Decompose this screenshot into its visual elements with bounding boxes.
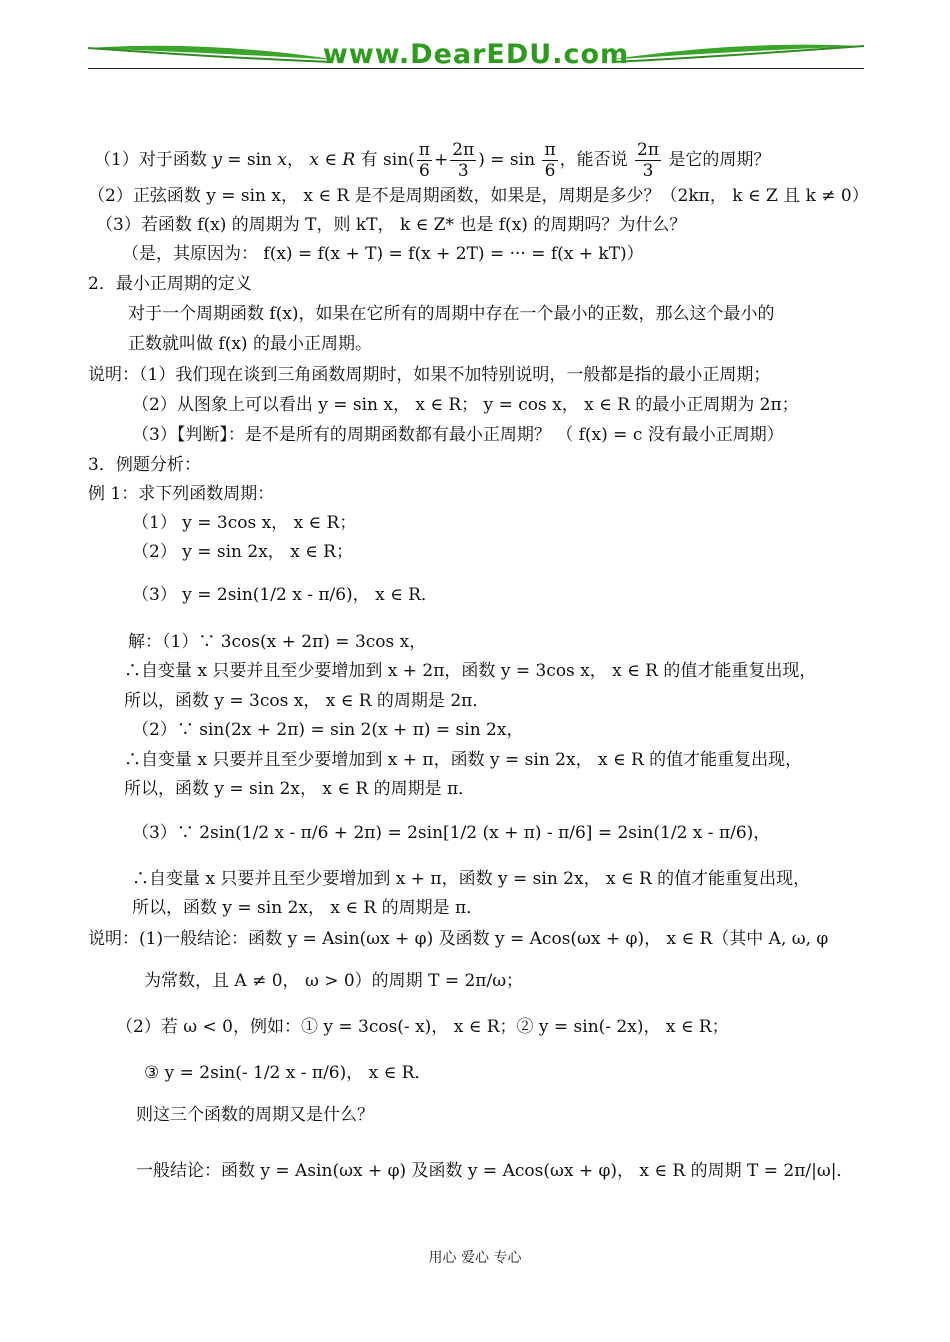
solution-1-reason: ∴自变量 x 只要并且至少要增加到 x + 2π，函数 y = 3cos x， x ∈ R 的值才能重复出现， <box>124 661 817 681</box>
text-line-3: （3）若函数 f(x) 的周期为 T，则 kT， k ∈ Z* 也是 f(x) 的周期吗？为什么？ <box>96 215 687 235</box>
page-footer: 用心 爱心 专心 <box>428 1250 522 1266</box>
text-line-9: （2）从图象上可以看出 y = sin x， x ∈ R； y = cos x， x ∈ R 的最小正周期为 2π； <box>132 395 799 415</box>
solution-1: 解：（1）∵ 3cos(x + 2π) = 3cos x， <box>128 632 427 652</box>
text-line-2: （2）正弦函数 y = sin x， x ∈ R 是不是周期函数，如果是，周期是多少？（2kπ， k ∈ Z 且 k ≠ 0） <box>88 186 869 206</box>
note-example-3: ③ y = 2sin(- 1/2 x - π/6)， x ∈ R． <box>144 1063 432 1083</box>
note-general-1: 说明：(1)一般结论：函数 y = Asin(ωx + φ) 及函数 y = Acos(ωx + φ)， x ∈ R（其中 A, ω, φ <box>88 929 829 949</box>
example-1-item-2: （2） y = sin 2x， x ∈ R； <box>132 542 353 562</box>
q1-prefix: （1）对于函数 y = sin x， x ∈ R 有 sin( $\frac{\pi}{6}$ + $\frac{2\pi}{3}$ ) = sin $\frac{\pi}{6}$ ，能否说 $\frac{2\pi}{3}$ 是它的周期？ <box>94 140 771 181</box>
section-heading-3: 3．例题分析： <box>88 455 201 475</box>
text-line-1 <box>94 140 770 181</box>
section-heading-2: 2．最小正周期的定义 <box>88 274 252 294</box>
text-line-8: 说明：（1）我们现在谈到三角函数周期时，如果不加特别说明，一般都是指的最小正周期； <box>88 365 771 385</box>
example-1-heading: 例 1：求下列函数周期： <box>88 484 275 504</box>
general-conclusion: 一般结论：函数 y = Asin(ωx + φ) 及函数 y = Acos(ωx + φ)， x ∈ R 的周期 T = 2π/|ω|． <box>136 1161 854 1181</box>
site-header <box>88 38 864 72</box>
note-general-2: 为常数，且 A ≠ 0， ω > 0）的周期 T = 2π/ω； <box>144 971 524 991</box>
site-logo-text: www.DearEDU.com <box>322 39 630 70</box>
header-divider <box>88 68 864 69</box>
solution-1-conclusion: 所以，函数 y = 3cos x， x ∈ R 的周期是 2π． <box>124 691 490 711</box>
example-1-item-3: （3） y = 2sin(1/2 x - π/6)， x ∈ R． <box>132 585 438 605</box>
solution-2-conclusion: 所以，函数 y = sin 2x， x ∈ R 的周期是 π． <box>124 779 476 799</box>
question-line: 则这三个函数的周期又是什么？ <box>136 1105 374 1125</box>
text-line-10: （3）【判断】：是不是所有的周期函数都有最小正周期？ （ f(x) = c 没有最小正周期） <box>132 425 784 445</box>
solution-2-reason: ∴自变量 x 只要并且至少要增加到 x + π，函数 y = sin 2x， x ∈ R 的值才能重复出现， <box>124 750 803 770</box>
solution-3-reason: ∴自变量 x 只要并且至少要增加到 x + π，函数 y = sin 2x， x ∈ R 的值才能重复出现， <box>132 869 811 889</box>
solution-3: （3）∵ 2sin(1/2 x - π/6 + 2π) = 2sin[1/2 (x + π) - π/6] = 2sin(1/2 x - π/6)， <box>132 823 771 843</box>
text-line-4: （是，其原因为： f(x) = f(x + T) = f(x + 2T) = ··· = f(x + kT)） <box>122 244 644 264</box>
solution-2: （2）∵ sin(2x + 2π) = sin 2(x + π) = sin 2x， <box>132 720 524 740</box>
example-1-item-1: （1） y = 3cos x， x ∈ R； <box>132 513 357 533</box>
text-line-7: 正数就叫做 f(x) 的最小正周期。 <box>128 334 372 354</box>
note-negative-omega: （2）若 ω < 0，例如：① y = 3cos(- x)， x ∈ R；② y = sin(- 2x)， x ∈ R； <box>116 1017 729 1037</box>
solution-3-conclusion: 所以，函数 y = sin 2x， x ∈ R 的周期是 π． <box>132 898 484 918</box>
text-line-6: 对于一个周期函数 f(x)，如果在它所有的周期中存在一个最小的正数，那么这个最小的 <box>128 304 775 324</box>
